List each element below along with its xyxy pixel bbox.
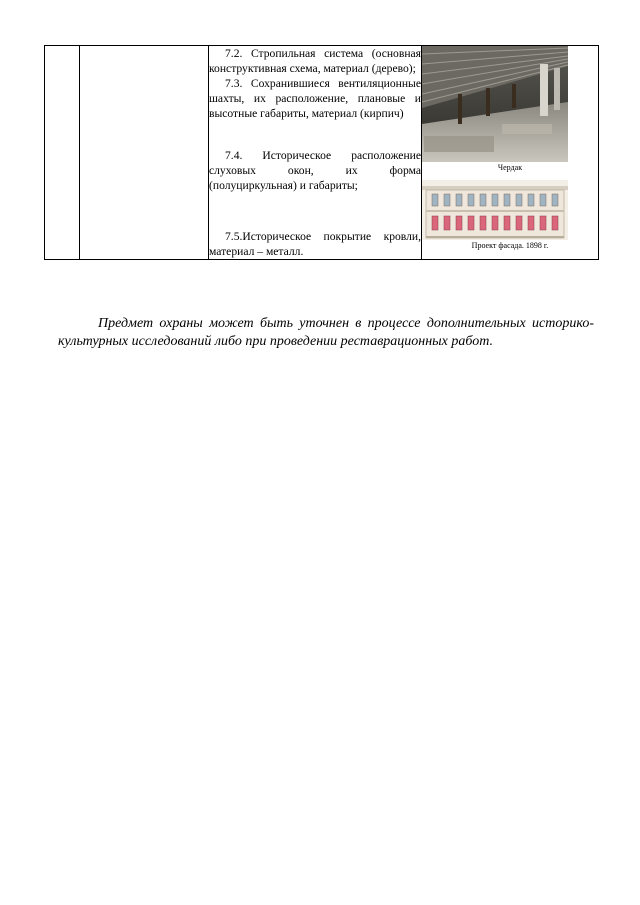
category-cell bbox=[80, 46, 209, 260]
list-item: 7.2. Стропильная система (основная конструктивная схема, материал (дерево); bbox=[209, 47, 421, 75]
table-row bbox=[45, 46, 599, 260]
number-cell bbox=[45, 46, 80, 260]
attic-photo bbox=[422, 46, 568, 162]
facade-drawing bbox=[422, 180, 568, 240]
photo-caption: Проект фасада. 1898 г. bbox=[471, 241, 549, 250]
list-item: 7.4. Историческое расположение слуховых окон, их форма (полуциркульная) и габариты; bbox=[209, 149, 421, 192]
photo-cell bbox=[422, 46, 599, 260]
list-item: 7.5.Историческое покрытие кровли, материал – металл. bbox=[209, 230, 421, 258]
protection-note: Предмет охраны может быть уточнен в процессе дополнительных историко-культурных исследований либо при проведении реставрационных работ. bbox=[58, 316, 594, 349]
list-item: 7.3. Сохранившиеся вентиляционные шахты, их расположение, плановые и высотные габариты, материал (кирпич) bbox=[209, 77, 421, 120]
photo-caption: Чердак bbox=[497, 163, 523, 172]
description-cell bbox=[209, 46, 422, 260]
protection-subject-table bbox=[44, 45, 599, 260]
